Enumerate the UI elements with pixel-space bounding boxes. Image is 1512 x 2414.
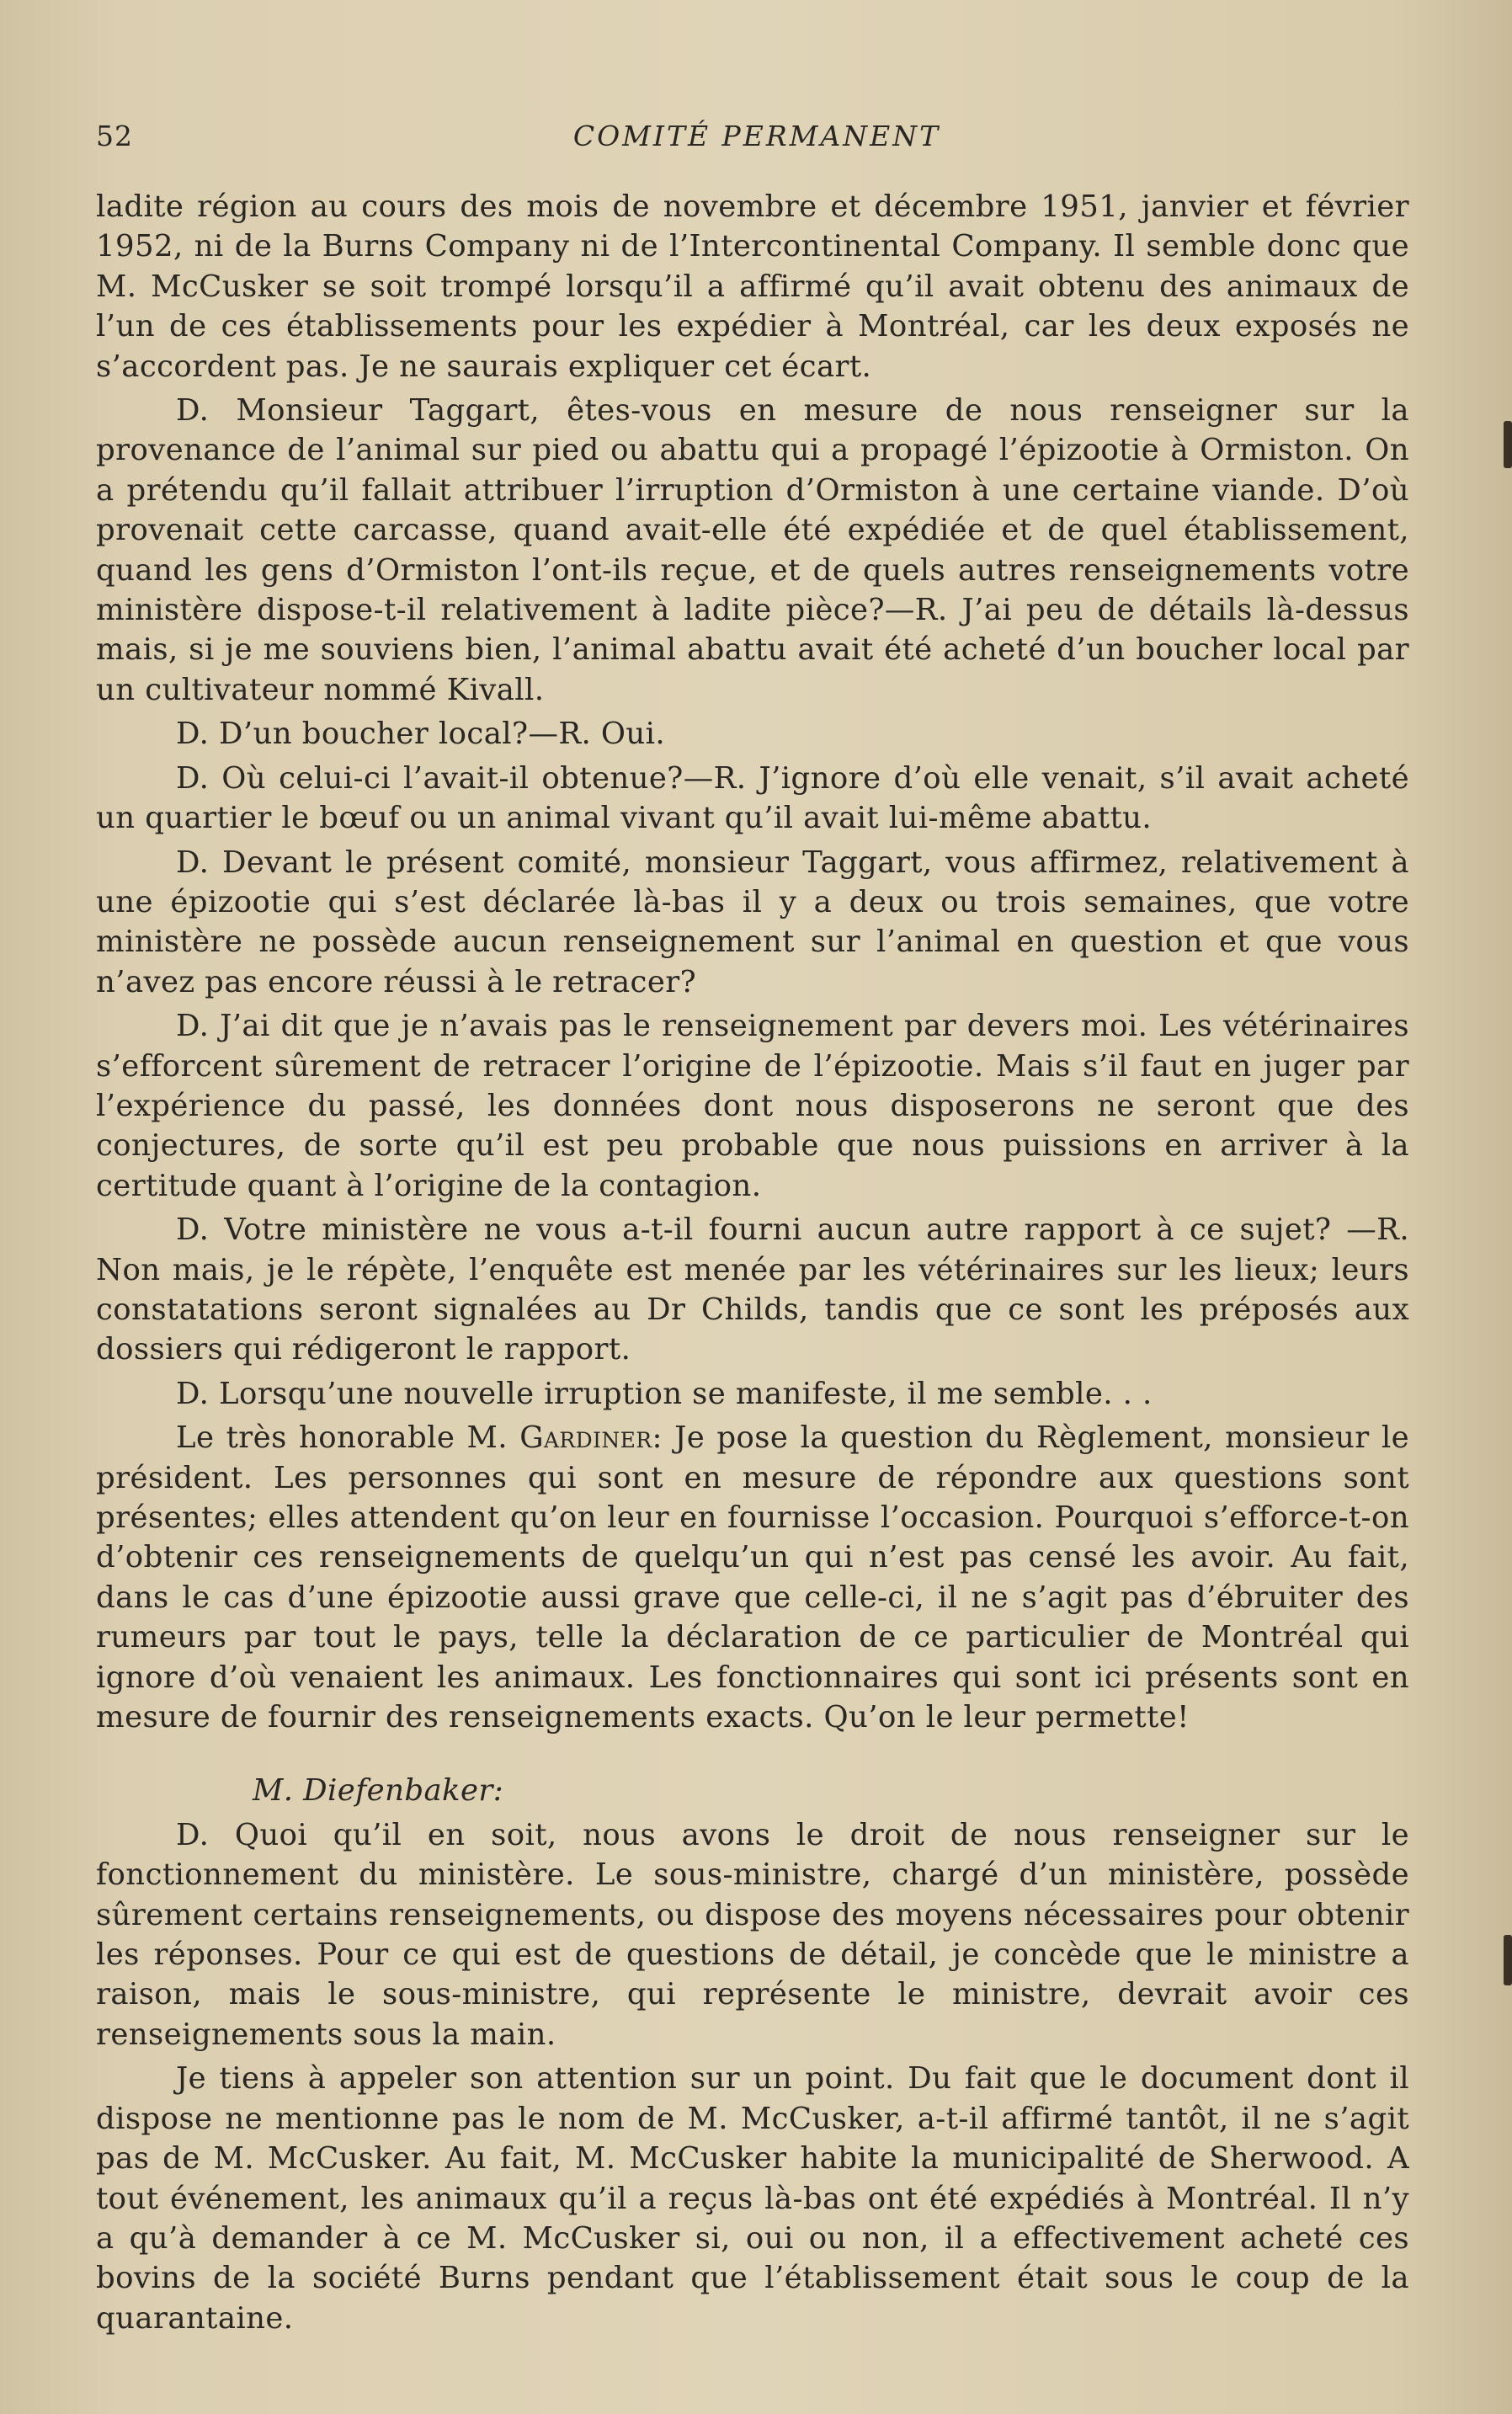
paragraph-text: Le très honorable M. — [176, 1420, 520, 1456]
paragraph: Je tiens à appeler son attention sur un point. Du fait que le document dont il dispose ne mentionne pas le nom de M. McCusker, a-t-il affirmé tantôt, il ne s’agit pas de M. McCusker. Au fait, M. McCusker habite la municipalité de Sherwood. A tout événement, les animaux qu’il a reçus là-bas ont été expédiés à Montréal. Il n’y a qu’à demander à ce M. McCusker si, oui ou non, il a effectivement acheté ces bovins de la société Burns pendant que l’établissement était sous le coup de la quarantaine. — [96, 2061, 1409, 2336]
page-number: 52 — [96, 120, 133, 152]
paragraph: D. Monsieur Taggart, êtes-vous en mesure de nous renseigner sur la provenance de l’animal sur pied ou abattu qui a propagé l’épizootie à Ormiston. On a prétendu qu’il fallait attribuer l’irruption d’Ormiston à une certaine viande. D’où provenait cette carcasse, quand avait-elle été expédiée et de quel établissement, quand les gens d’Ormiston l’ont-ils reçue, et de quels autres renseignements votre ministère dispose-t-il relativement à ladite pièce?—R. J’ai peu de détails là-dessus mais, si je me souviens bien, l’animal abattu avait été acheté d’un boucher local par un cultivateur nommé Kivall. — [96, 393, 1409, 707]
edge-mark — [1504, 421, 1512, 468]
edge-mark — [1504, 1935, 1512, 1985]
paragraph: ladite région au cours des mois de novembre et décembre 1951, janvier et février 1952, ni de la Burns Company ni de l’Intercontinental Company. Il semble donc que M. McCusker se soit trompé lorsqu’il a affirmé qu’il avait obtenu des animaux de l’un de ces établissements pour les expédier à Montréal, car les deux exposés ne s’accordent pas. Je ne saurais expliquer cet écart. — [96, 189, 1409, 384]
speaker-heading: M. Diefenbaker: — [253, 1773, 504, 1809]
running-head: COMITÉ PERMANENT — [572, 120, 941, 152]
paragraph: D. J’ai dit que je n’avais pas le renseignement par devers moi. Les vétérinaires s’efforcent sûrement de retracer l’origine de l’épizootie. Mais s’il faut en juger par l’expérience du passé, les données dont nous disposerons ne seront que des conjectures, de sorte qu’il est peu probable que nous puissions en arriver à la certitude quant à l’origine de la contagion. — [96, 1009, 1409, 1203]
body-text — [96, 187, 1409, 2342]
speaker-name: Gardiner — [519, 1420, 652, 1456]
paragraph: D. Lorsqu’une nouvelle irruption se manifeste, il me semble. . . — [176, 1376, 1153, 1411]
paragraph-text: : Je pose la question du Règlement, monsieur le président. Les personnes qui sont en mesure de répondre aux questions sont présentes; elles attendent qu’on leur en fournisse l’occasion. Pourquoi s’efforce-t-on d’obtenir ces renseignements de quelqu’un qui n’est pas censé les avoir. Au fait, dans le cas d’une épizootie aussi grave que celle-ci, il ne s’agit pas d’ébruiter des rumeurs par tout le pays, telle la déclaration de ce particulier de Montréal qui ignore d’où venaient les animaux. Les fonctionnaires qui sont ici présents sont en mesure de fournir des renseignements exacts. Qu’on le leur permette! — [96, 1420, 1409, 1735]
paragraph: D. D’un boucher local?—R. Oui. — [176, 717, 666, 752]
paragraph — [96, 1418, 1409, 1737]
page-header — [96, 120, 1418, 160]
paragraph: D. Où celui-ci l’avait-il obtenue?—R. J’ignore d’où elle venait, s’il avait acheté un quartier le bœuf ou un animal vivant qu’il avait lui-même abattu. — [96, 760, 1409, 836]
paragraph: D. Votre ministère ne vous a-t-il fourni aucun autre rapport à ce sujet? —R. Non mais, je le répète, l’enquête est menée par les vétérinaires sur les lieux; leurs constatations seront signalées au Dr Childs, tandis que ce sont les préposés aux dossiers qui rédigeront le rapport. — [96, 1212, 1409, 1367]
paragraph: D. Devant le présent comité, monsieur Taggart, vous affirmez, relativement à une épizootie qui s’est déclarée là-bas il y a deux ou trois semaines, que votre ministère ne possède aucun renseignement sur l’animal en question et que vous n’avez pas encore réussi à le retracer? — [96, 845, 1409, 999]
paragraph: D. Quoi qu’il en soit, nous avons le droit de nous renseigner sur le fonctionnement du ministère. Le sous-ministre, chargé d’un ministère, possède sûrement certains renseignements, ou dispose des moyens nécessaires pour obtenir les réponses. Pour ce qui est de questions de détail, je concède que le ministre a raison, mais le sous-ministre, qui représente le ministre, devrait avoir ces renseignements sous la main. — [96, 1817, 1409, 2052]
